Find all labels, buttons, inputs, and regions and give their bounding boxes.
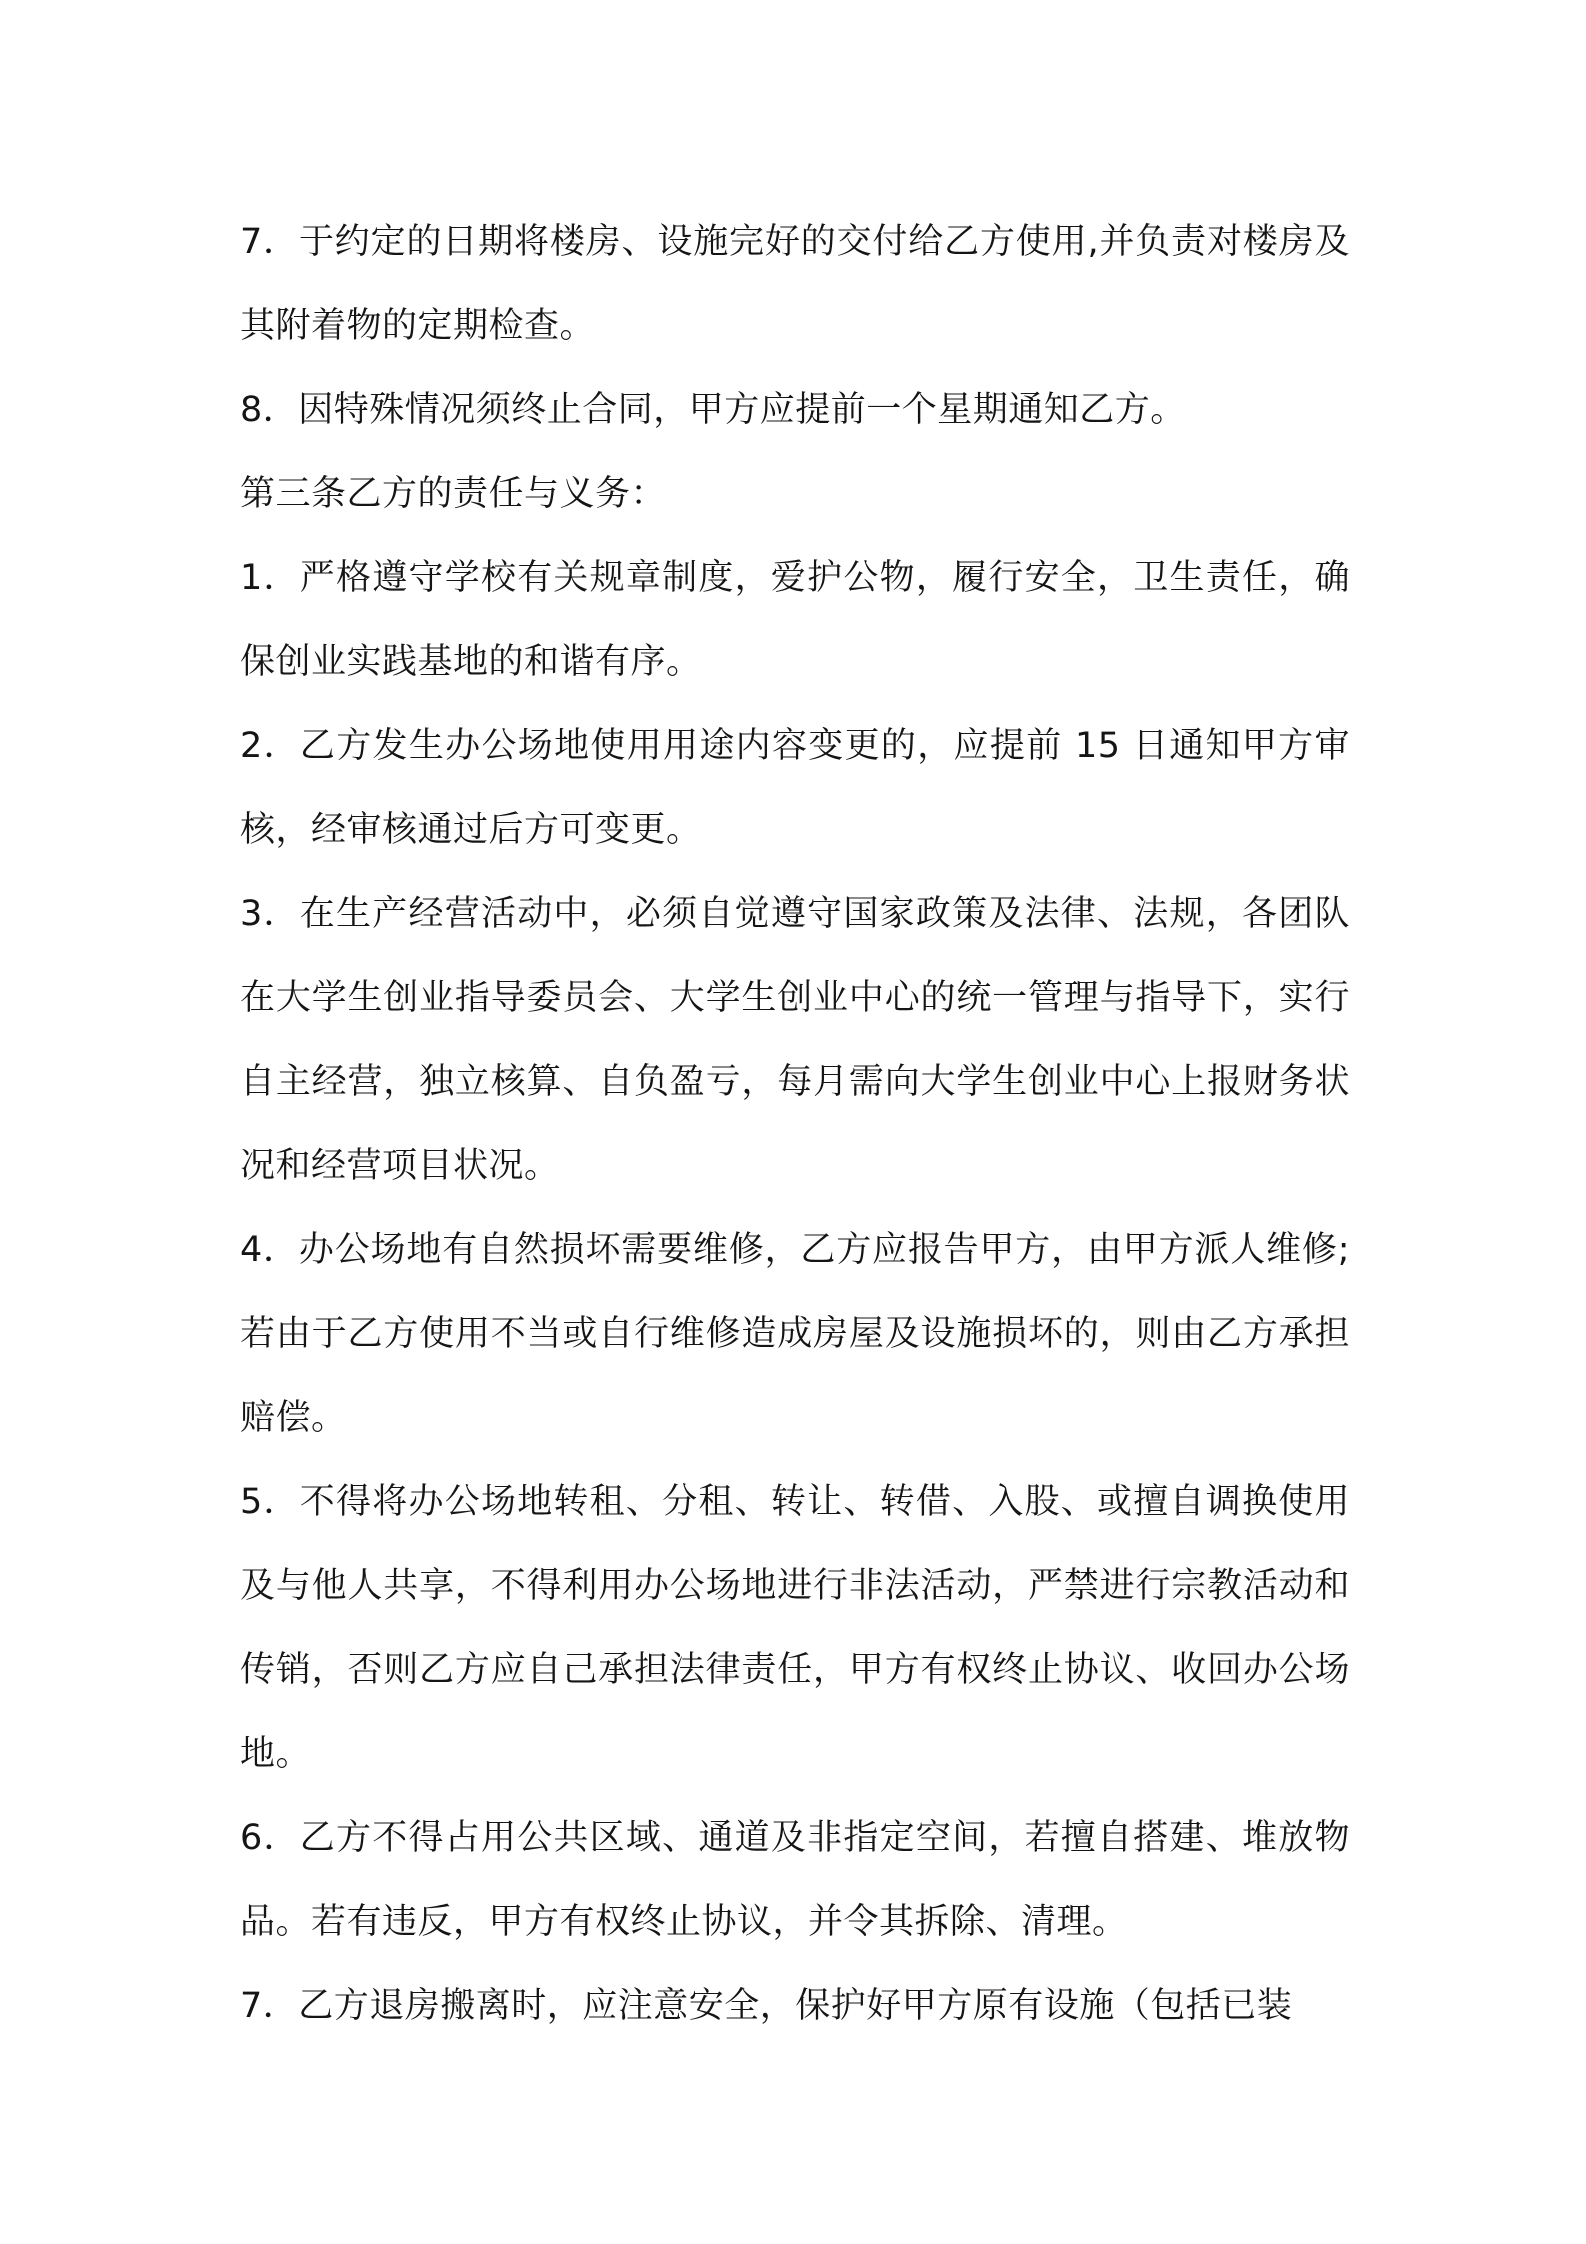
paragraph-clause-7-party-b: 7．乙方退房搬离时，应注意安全，保护好甲方原有设施（包括已装 — [240, 1986, 1293, 2026]
section-heading-article-3: 第三条乙方的责任与义务： — [240, 474, 667, 514]
paragraph-clause-5-party-b: 5．不得将办公场地转租、分租、转让、转借、入股、或擅自调换使用及与他人共享，不得利用办公场地进行非法活动，严禁进行宗教活动和传销，否则乙方应自己承担法律责任，甲方有权终止协议、收回办公场地。 — [240, 1482, 1350, 1774]
paragraph-clause-7-party-a: 7．于约定的日期将楼房、设施完好的交付给乙方使用,并负责对楼房及其附着物的定期检查。 — [240, 222, 1350, 346]
paragraph-clause-4-party-b: 4．办公场地有自然损坏需要维修，乙方应报告甲方，由甲方派人维修; 若由于乙方使用不当或自行维修造成房屋及设施损坏的，则由乙方承担赔偿。 — [240, 1230, 1350, 1438]
paragraph-clause-6-party-b: 6．乙方不得占用公共区域、通道及非指定空间，若擅自搭建、堆放物品。若有违反，甲方有权终止协议，并令其拆除、清理。 — [240, 1818, 1350, 1942]
paragraph-clause-2-party-b: 2．乙方发生办公场地使用用途内容变更的，应提前 15 日通知甲方审核，经审核通过后方可变更。 — [240, 726, 1350, 850]
paragraph-clause-3-party-b: 3．在生产经营活动中，必须自觉遵守国家政策及法律、法规，各团队在大学生创业指导委员会、大学生创业中心的统一管理与指导下，实行自主经营，独立核算、自负盈亏，每月需向大学生创业中心上报财务状况和经营项目状况。 — [240, 894, 1350, 1186]
document-body — [240, 200, 1350, 2048]
paragraph-clause-1-party-b: 1．严格遵守学校有关规章制度，爱护公物，履行安全，卫生责任，确保创业实践基地的和谐有序。 — [240, 558, 1350, 682]
paragraph-clause-8-party-a: 8．因特殊情况须终止合同，甲方应提前一个星期通知乙方。 — [240, 390, 1186, 430]
